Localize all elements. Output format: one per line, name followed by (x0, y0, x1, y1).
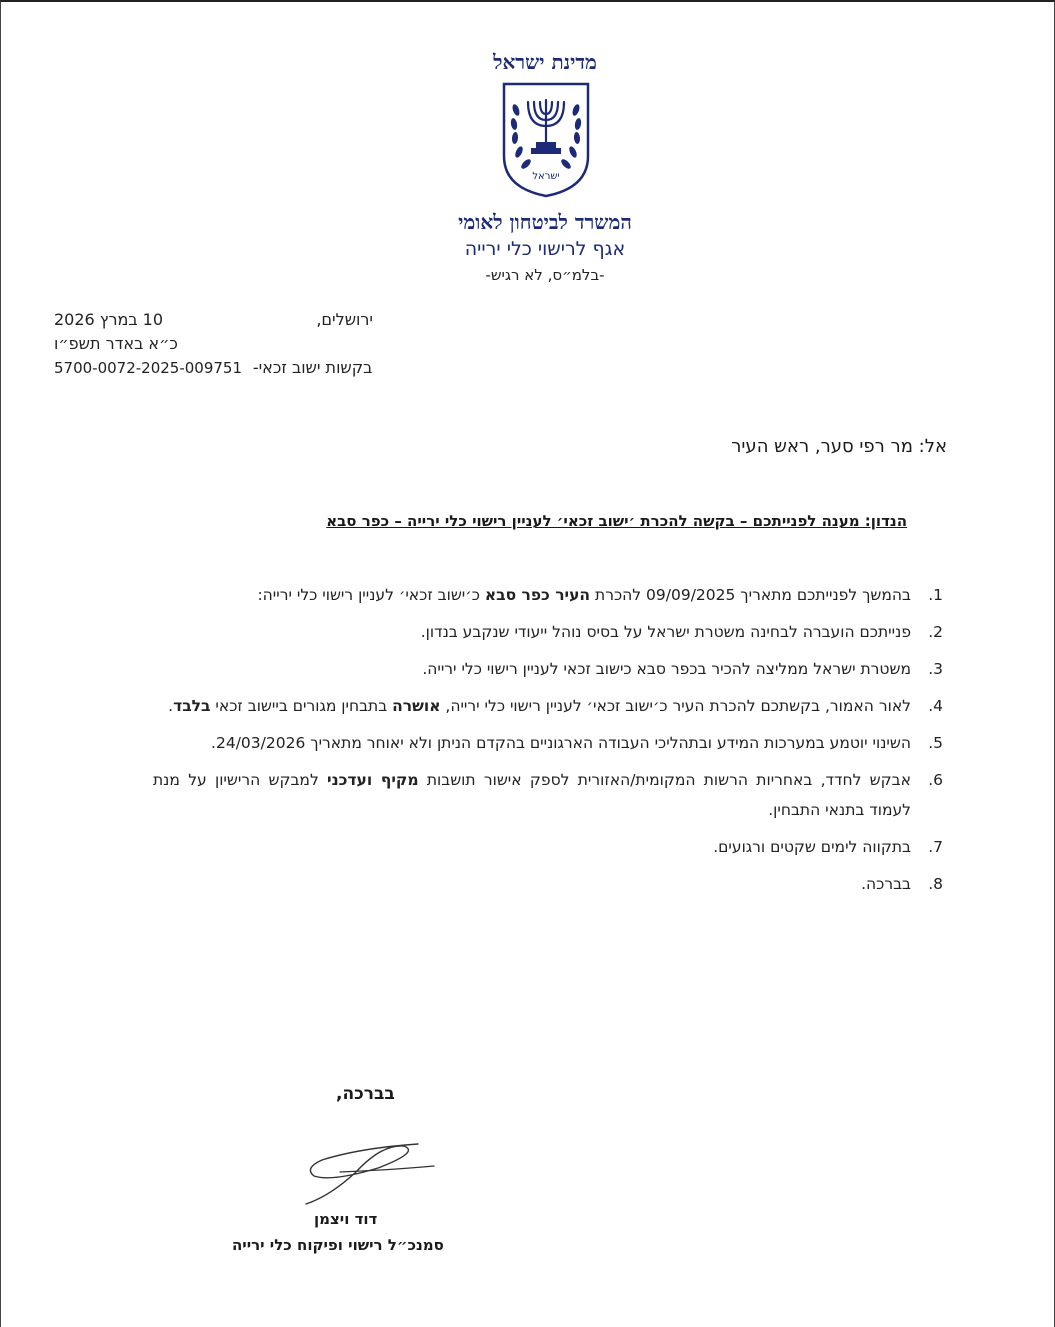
date-hebrew: כ״א באדר תשפ״ו (54, 334, 178, 353)
signer-name: דוד ויצמן (314, 1210, 378, 1228)
list-item: 3. משטרת ישראל ממליצה להכיר בכפר סבא כישוב זכאי לעניין רישוי כלי ירייה. (422, 660, 943, 678)
signer-title: סמנכ״ל רישוי ופיקוח כלי ירייה (232, 1236, 444, 1254)
division-name: אגף לרישוי כלי ירייה (464, 238, 626, 260)
city-label: ירושלים, (316, 310, 373, 329)
signature-icon (300, 1138, 440, 1208)
emblem-text: ישראל (532, 171, 560, 182)
reference-line (54, 358, 372, 377)
list-item: 2. פנייתכם הועברה לבחינה משטרת ישראל על בסיס נוהל ייעודי שנקבע בנדון. (420, 623, 943, 641)
ministry-name: המשרד לביטחון לאומי (458, 210, 632, 234)
recipient-label: אל: (918, 436, 947, 457)
closing-text: בברכה, (336, 1084, 395, 1104)
recipient-line (731, 436, 947, 457)
list-item: 5. השינוי יוטמע במערכות המידע ובתהליכי העבודה הארגוניים בהקדם הניתן ולא יאוחר מתאריך 24/03/2026. (211, 734, 943, 752)
body-list (153, 580, 943, 906)
list-item: 1. בהמשך לפנייתכם מתאריך 09/09/2025 להכרת העיר כפר סבא כ׳ישוב זכאי׳ לעניין רישוי כלי ירייה: (257, 586, 943, 604)
subject-line: הנדון: מענה לפנייתכם – בקשה להכרת ׳ישוב זכאי׳ לעניין רישוי כלי ירייה – כפר סבא (326, 512, 907, 530)
recipient-name: מר רפי סער, ראש העיר (731, 436, 913, 457)
classification-label: -בלמ״ס, לא רגיש- (485, 266, 605, 284)
reference-number: 5700-0072-2025-009751 (54, 359, 243, 377)
list-item: 8. בברכה. (861, 875, 943, 893)
list-item: 6. אבקש לחדד, באחריות הרשות המקומית/האזורית לספק אישור תושבות מקיף ועדכני למבקש הרישיון על מנת לעמוד בתנאי התבחין. (153, 771, 943, 819)
state-emblem-icon (498, 80, 594, 200)
date-gregorian: 10 במרץ 2026 (54, 310, 164, 329)
list-item: 4. לאור האמור, בקשתכם להכרת העיר כ׳ישוב זכאי׳ לעניין רישוי כלי ירייה, אושרה בתבחין מגורים ביישוב זכאי בלבד. (168, 697, 943, 715)
country-name: מדינת ישראל (493, 50, 597, 74)
list-item: 7. בתקווה לימים שקטים ורגועים. (713, 838, 943, 856)
reference-label: בקשות ישוב זכאי- (252, 358, 373, 377)
